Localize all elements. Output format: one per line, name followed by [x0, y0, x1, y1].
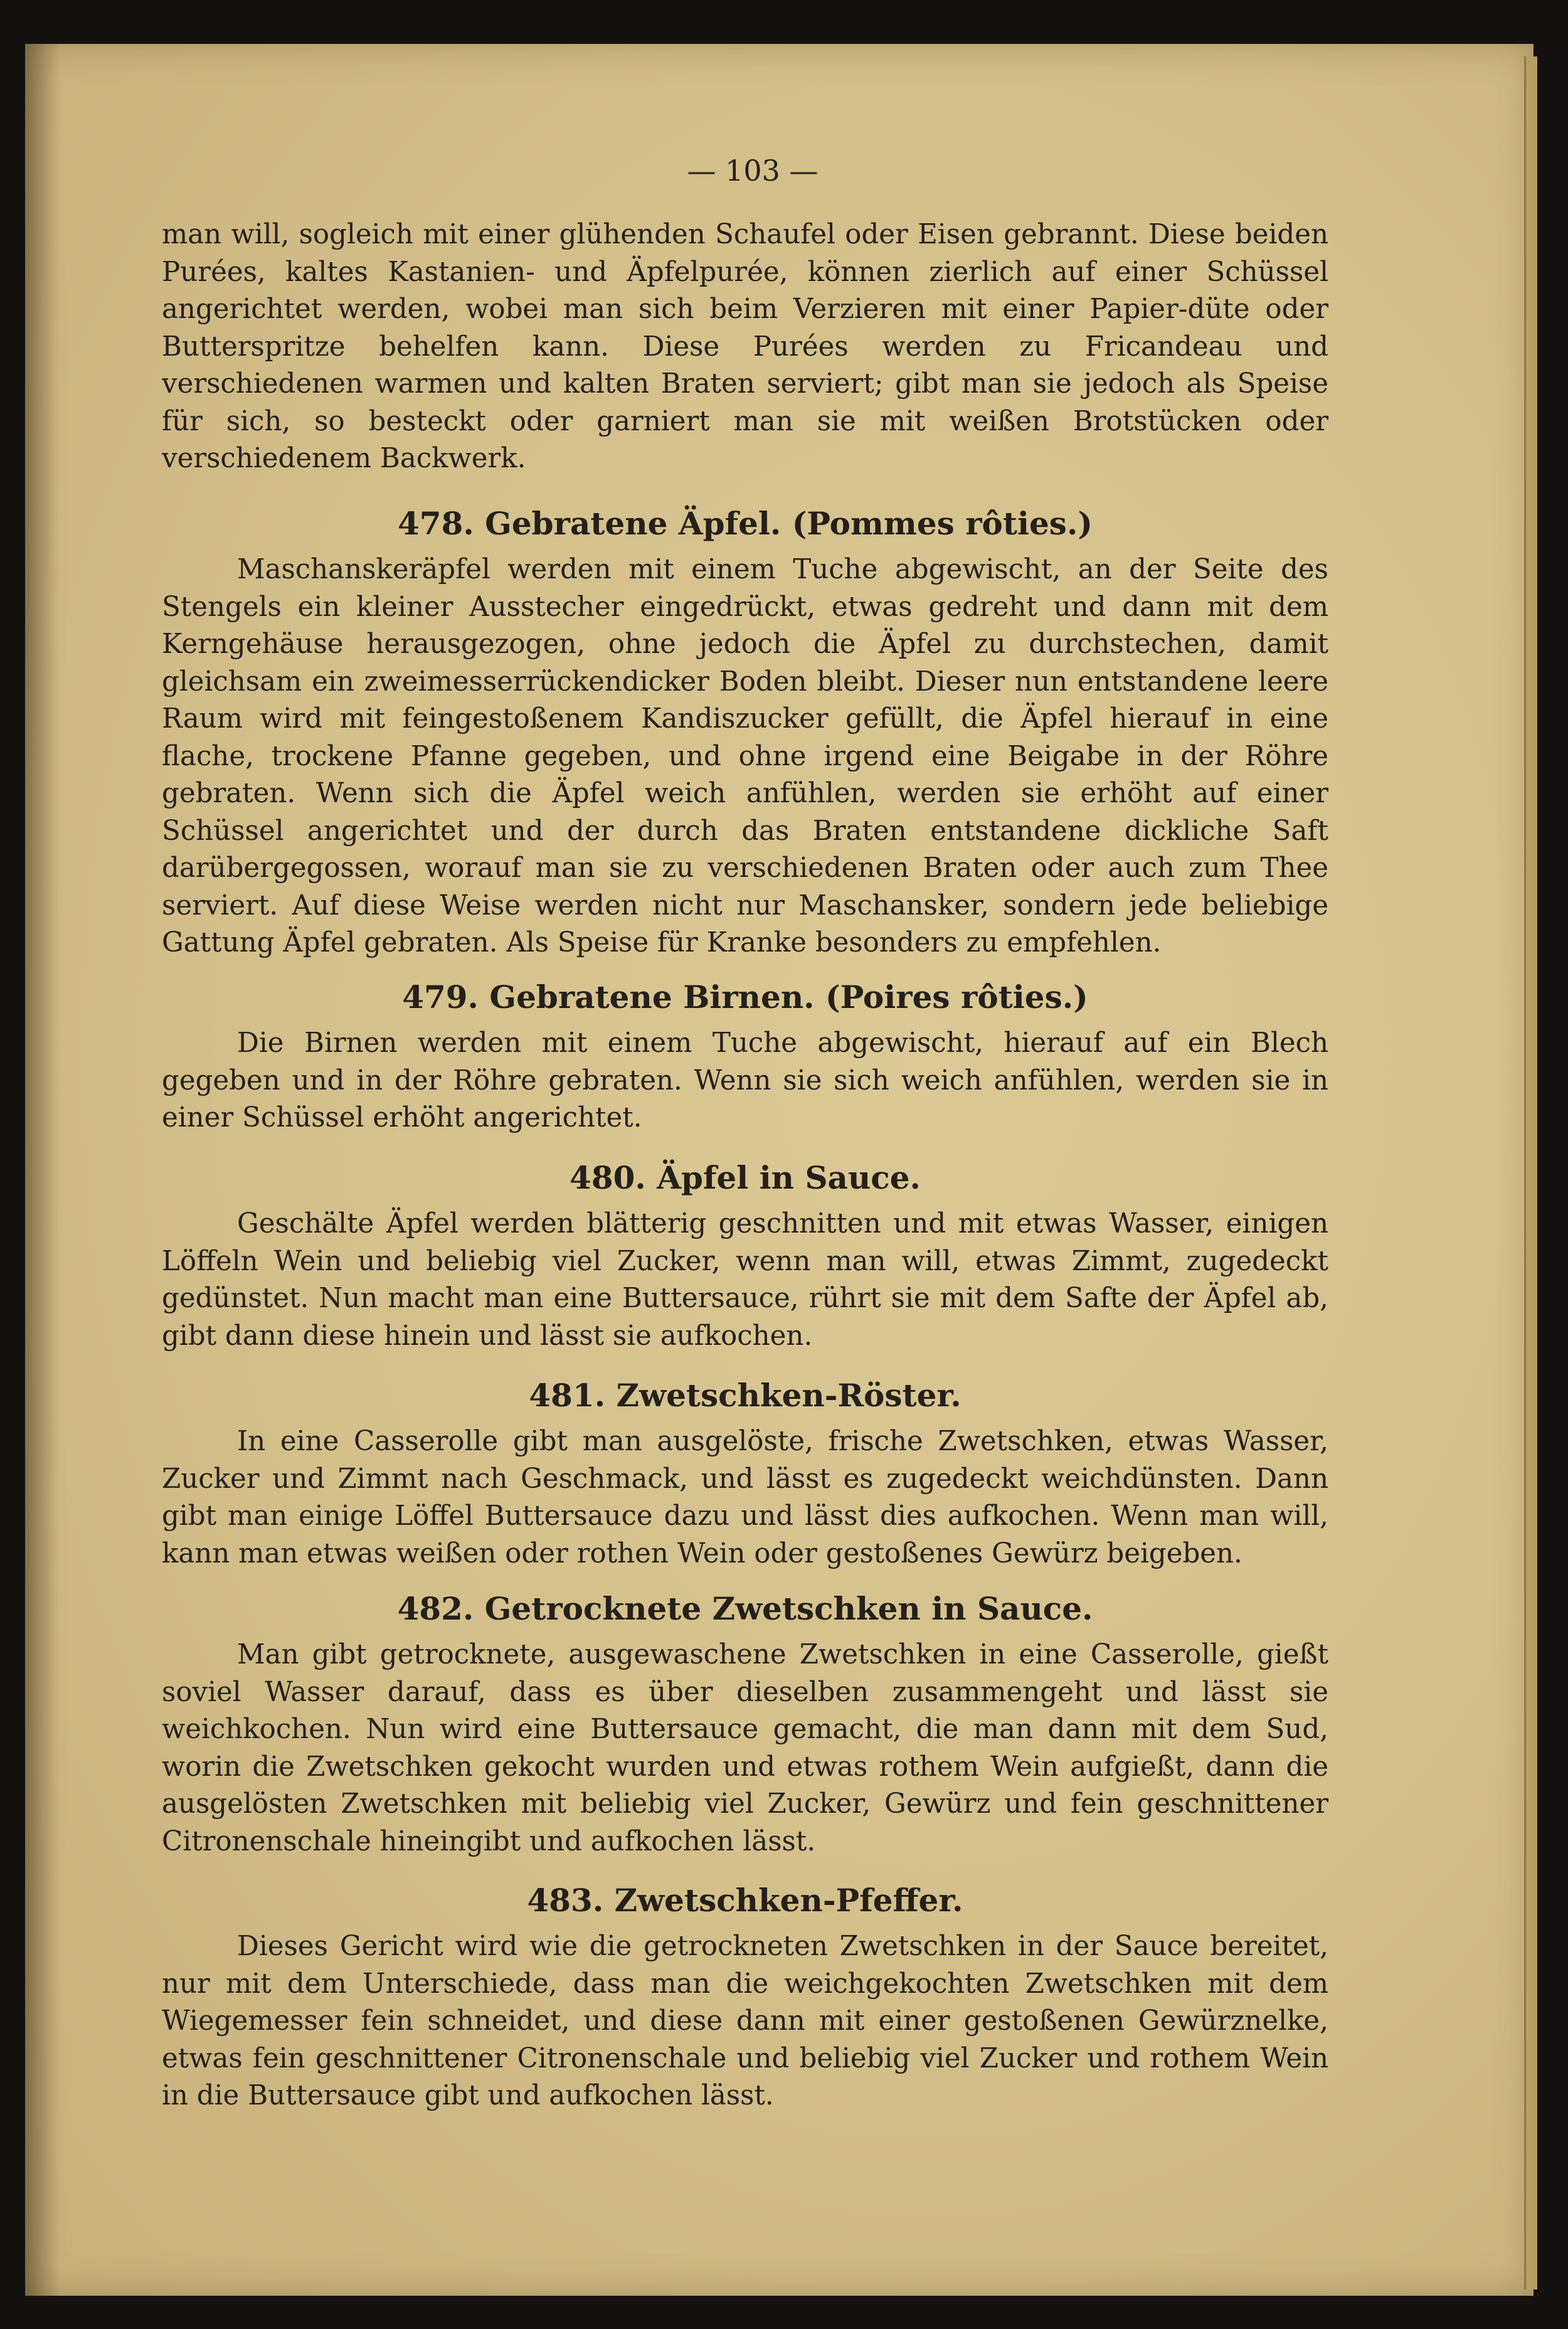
recipe-480 [162, 1159, 1328, 1355]
recipe-heading-title: 483. Zwetschken-Pfeffer. [527, 1882, 963, 1919]
recipe-body: Dieses Gericht wird wie die getrockneten Zwetschken in der Sauce bereitet, nur mit dem Unterschiede, dass man die weichgekochten Zwetschken mit dem Wiegemesser fein schneidet, und diese dann mit einer gestoßenen Gewürznelke, etwas fein geschnittener Citronenschale und beliebig viel Zucker und rothem Wein in die Buttersauce gibt und aufkochen lässt. [162, 1931, 1328, 2111]
recipe-482 [162, 1590, 1328, 1860]
recipe-heading-title: 481. Zwetschken-Röster. [529, 1377, 961, 1414]
recipe-heading-french: (Pommes rôties.) [792, 505, 1093, 542]
recipe-heading [162, 505, 1328, 543]
intro-paragraph: man will, sogleich mit einer glühenden Schaufel oder Eisen gebrannt. Diese beiden Purées, kaltes Kastanien- und Äpfelpurée, können zierlich auf einer Schüssel angerichtet werden, wobei man sich beim Verzieren mit einer Papier-düte oder Butterspritze behelfen kann. Diese Purées werden zu Fricandeau und verschiedenen warmen und kalten Braten serviert; gibt man sie jedoch als Speise für sich, so besteckt oder garniert man sie mit weißen Brotstücken oder verschiedenem Backwerk. [162, 219, 1328, 474]
page-edge [1524, 56, 1537, 2289]
recipe-heading [162, 1590, 1328, 1628]
recipe-478 [162, 505, 1328, 962]
recipe-body: Man gibt getrocknete, ausgewaschene Zwetschken in eine Casserolle, gießt soviel Wasser darauf, dass es über dieselben zusammengeht und lässt sie weichkochen. Nun wird eine Buttersauce gemacht, die man dann mit dem Sud, worin die Zwetschken gekocht wurden und etwas rothem Wein aufgießt, dann die ausgelösten Zwetschken mit beliebig viel Zucker, Gewürz und fein geschnittener Citronenschale hineingibt und aufkochen lässt. [162, 1639, 1328, 1857]
recipe-heading [162, 979, 1328, 1016]
intro-paragraph-block [162, 216, 1328, 478]
recipe-heading [162, 1159, 1328, 1197]
recipe-heading-title: 482. Getrocknete Zwetschken in Sauce. [397, 1590, 1093, 1627]
recipe-483 [162, 1882, 1328, 2115]
recipe-body: Die Birnen werden mit einem Tuche abgewischt, hierauf auf ein Blech gegeben und in der Röhre gebraten. Wenn sie sich weich anfühlen, werden sie in einer Schüssel erhöht angerichtet. [162, 1027, 1328, 1133]
recipe-heading-french: (Poires rôties.) [825, 979, 1088, 1016]
recipe-heading [162, 1377, 1328, 1414]
recipe-body: Geschälte Äpfel werden blätterig geschnitten und mit etwas Wasser, einigen Löffeln Wein und beliebig viel Zucker, wenn man will, etwas Zimmt, zugedeckt gedünstet. Nun macht man eine Buttersauce, rührt sie mit dem Safte der Äpfel ab, gibt dann diese hinein und lässt sie aufkochen. [162, 1208, 1328, 1352]
recipe-body: In eine Casserolle gibt man ausgelöste, frische Zwetschken, etwas Wasser, Zucker und Zimmt nach Geschmack, und lässt es zugedeckt weichdünsten. Dann gibt man einige Löffel Buttersauce dazu und lässt dies aufkochen. Wenn man will, kann man etwas weißen oder rothen Wein oder gestoßenes Gewürz beigeben. [162, 1426, 1328, 1569]
spine-shadow [25, 44, 60, 2296]
page-number: — 103 — [687, 154, 818, 188]
recipe-body: Maschanskeräpfel werden mit einem Tuche abgewischt, an der Seite des Stengels ein kleiner Ausstecher eingedrückt, etwas gedreht und dann mit dem Kerngehäuse herausgezogen, ohne jedoch die Äpfel zu durchstechen, damit gleichsam ein zweimesserrückendicker Boden bleibt. Dieser nun entstandene leere Raum wird mit feingestoßenem Kandiszucker gefüllt, die Äpfel hierauf in eine flache, trockene Pfanne gegeben, und ohne irgend eine Beigabe in der Röhre gebraten. Wenn sich die Äpfel weich anfühlen, werden sie erhöht auf einer Schüssel angerichtet und der durch das Braten entstandene dickliche Saft darübergegossen, worauf man sie zu verschiedenen Braten oder auch zum Thee serviert. Auf diese Weise werden nicht nur Maschansker, sondern jede beliebige Gattung Äpfel gebraten. Als Speise für Kranke besonders zu empfehlen. [162, 554, 1328, 958]
recipe-481 [162, 1377, 1328, 1573]
recipe-heading-title: 479. Gebratene Birnen. [402, 979, 815, 1016]
recipe-heading-title: 480. Äpfel in Sauce. [569, 1159, 921, 1196]
recipe-heading-title: 478. Gebratene Äpfel. [397, 505, 781, 542]
recipe-479 [162, 979, 1328, 1137]
recipe-heading [162, 1882, 1328, 1919]
